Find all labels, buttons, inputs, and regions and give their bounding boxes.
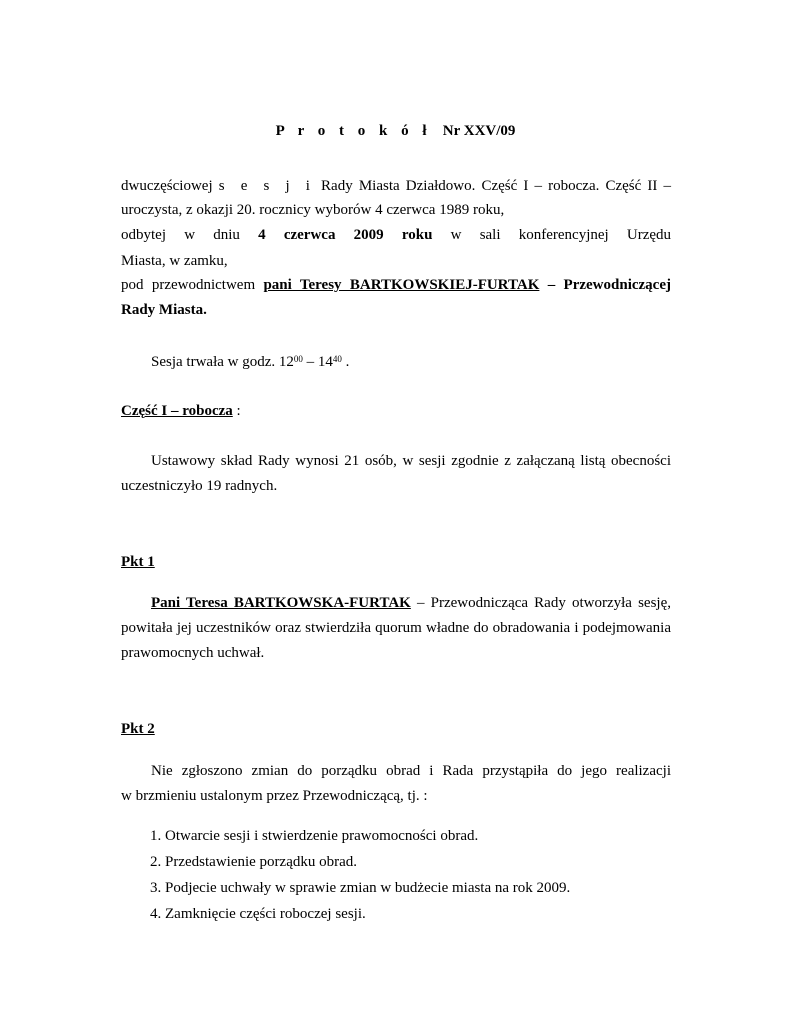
pkt1-chair-name: Pani Teresa BARTKOWSKA-FURTAK	[151, 595, 411, 611]
intro-line-6: Rady Miasta.	[121, 302, 207, 318]
pkt1-line-3: prawomocnych uchwał.	[121, 645, 265, 661]
intro-word: dwuczęściowej	[121, 178, 213, 194]
session-date: 4 czerwca	[258, 227, 336, 243]
intro-word: odbytej	[121, 227, 166, 243]
title-number: Nr XXV/09	[442, 123, 516, 139]
intro-line-4: Miasta, w zamku,	[121, 253, 228, 269]
session-time-text: Sesja trwała w godz. 12	[151, 354, 294, 370]
pkt2-line-1: Nie zgłoszono zmian do porządku obrad i Rada przystąpiła do jego realizacji	[151, 763, 671, 779]
session-time-text: .	[341, 354, 350, 370]
intro-line-5	[121, 275, 671, 295]
composition-line-1: Ustawowy skład Rady wynosi 21 osób, w sesji zgodnie z załączaną listą obecności	[151, 453, 671, 469]
intro-word: dniu	[213, 227, 240, 243]
session-end-minutes: 40	[332, 354, 342, 364]
agenda-item: 1. Otwarcie sesji i stwierdzenie prawomocności obrad.	[165, 826, 665, 846]
pkt1-line-2: powitała jej uczestników oraz stwierdziła quorum władne do obradowania i podejmowania	[121, 620, 671, 636]
document-title	[0, 123, 791, 140]
intro-word: Urzędu	[626, 227, 672, 243]
intro-word: w	[184, 227, 196, 243]
agenda-item: 4. Zamknięcie części roboczej sesji.	[165, 904, 665, 924]
intro-word: pod przewodnictwem	[121, 277, 256, 293]
intro-word: w	[450, 227, 462, 243]
intro-word: Działdowo.	[405, 178, 476, 194]
pkt1-heading: Pkt 1	[121, 554, 155, 570]
pkt1-line-1	[121, 593, 671, 613]
session-time-text: – 14	[302, 354, 333, 370]
part1-colon: :	[232, 403, 241, 419]
part1-heading	[121, 401, 671, 421]
session-start-minutes: 00	[293, 354, 303, 364]
title-protokol: P r o t o k ó ł	[275, 123, 432, 139]
intro-word: sali	[479, 227, 501, 243]
pkt2-line-2: w brzmieniu ustalonym przez Przewodniczącą, tj. :	[121, 788, 428, 804]
session-year: 2009	[353, 227, 384, 243]
intro-word-sesji: s e s j i	[218, 178, 315, 194]
intro-word: roku	[401, 227, 433, 243]
intro-line-3	[121, 225, 671, 245]
chairperson-name: pani Teresy BARTKOWSKIEJ-FURTAK	[263, 277, 540, 293]
pkt1-text: – Przewodnicząca Rady otworzyła sesję,	[410, 595, 671, 611]
part1-heading-text: Część I – robocza	[121, 403, 233, 419]
intro-word: konferencyjnej	[518, 227, 609, 243]
intro-word: Rady	[321, 178, 353, 194]
agenda-list	[121, 826, 665, 930]
intro-word: Miasta	[358, 178, 400, 194]
intro-line-1	[121, 176, 671, 196]
intro-word: Część I – robocza. Część II –	[481, 178, 672, 194]
agenda-item: 2. Przedstawienie porządku obrad.	[165, 852, 665, 872]
agenda-item: 3. Podjecie uchwały w sprawie zmian w budżecie miasta na rok 2009.	[165, 878, 665, 898]
session-time	[121, 352, 671, 372]
composition-line-2: uczestniczyło 19 radnych.	[121, 478, 278, 494]
pkt2-heading: Pkt 2	[121, 721, 155, 737]
chairperson-role: – Przewodniczącej	[547, 277, 671, 293]
intro-line-2: uroczysta, z okazji 20. rocznicy wyborów 4 czerwca 1989 roku,	[121, 202, 505, 218]
